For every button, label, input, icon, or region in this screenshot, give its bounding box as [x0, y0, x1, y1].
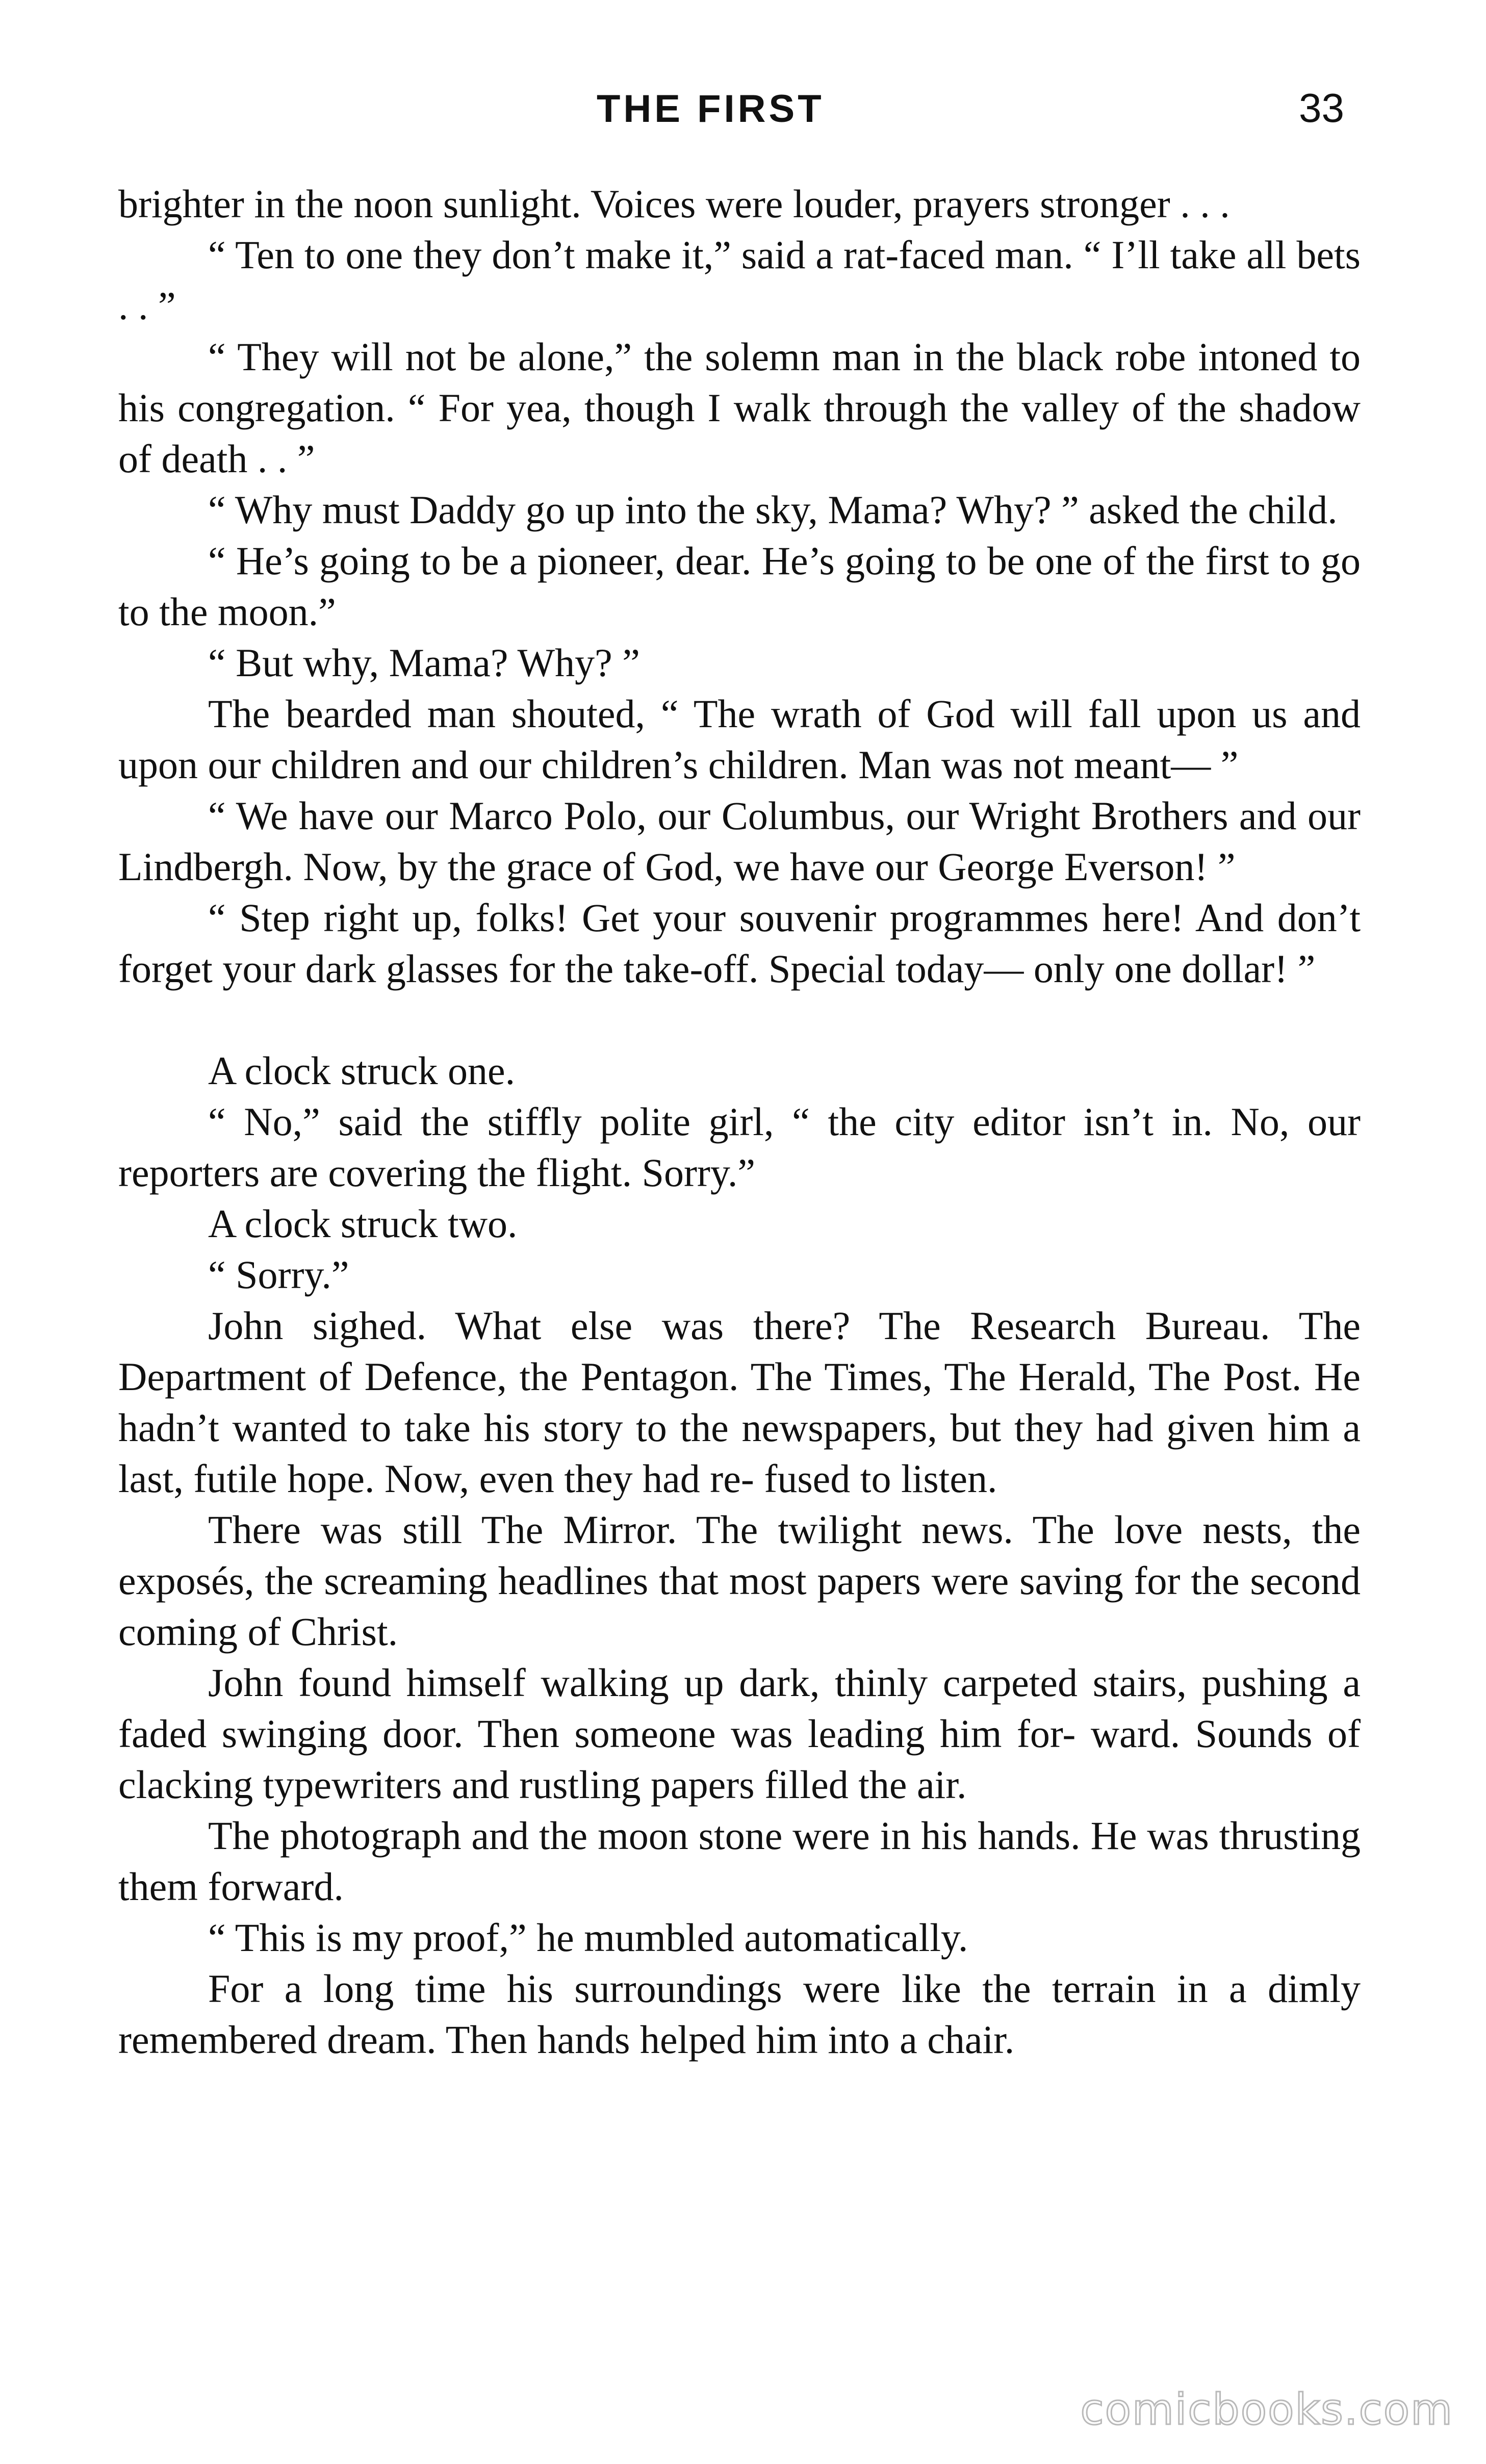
- paragraph: “ They will not be alone,” the solemn man in the black robe intoned to his congregation. “ For yea, though I walk through the valley of the shadow of death . . ”: [118, 335, 1361, 481]
- paragraph: “ Sorry.”: [208, 1252, 349, 1297]
- paragraph: There was still The Mirror. The twilight news. The love nests, the exposés, the screaming headlines that most papers were saving for the second coming of Christ.: [118, 1507, 1361, 1654]
- running-head: THE FIRST: [597, 87, 825, 131]
- paragraph: “ Ten to one they don’t make it,” said a rat-faced man. “ I’ll take all bets . . ”: [118, 233, 1361, 328]
- paragraph: A clock struck two.: [208, 1201, 518, 1246]
- paragraph: “ But why, Mama? Why? ”: [208, 640, 640, 685]
- paragraph: “ No,” said the stiffly polite girl, “ the city editor isn’t in. No, our reporters are covering the flight. Sorry.”: [118, 1099, 1361, 1195]
- paragraph: brighter in the noon sunlight. Voices were louder, prayers stronger . . .: [118, 182, 1230, 226]
- site-watermark: comicbooks.com: [1080, 2384, 1453, 2434]
- paragraph: The photograph and the moon stone were in his hands. He was thrusting them forward.: [118, 1813, 1361, 1909]
- body-text: [118, 178, 1361, 2065]
- paragraph: A clock struck one.: [208, 1048, 516, 1093]
- page-number: 33: [1299, 85, 1344, 131]
- paragraph: The bearded man shouted, “ The wrath of God will fall upon us and upon our children and our children’s children. Man was not meant— ”: [118, 691, 1361, 787]
- paragraph: “ He’s going to be a pioneer, dear. He’s going to be one of the first to go to the moon.”: [118, 538, 1361, 634]
- paragraph: John sighed. What else was there? The Research Bureau. The Department of Defence, the Pentagon. The Times, The Herald, The Post. He hadn’t wanted to take his story to the newspapers, but they had given him a last, futile hope. Now, even they had re- fused to listen.: [118, 1303, 1361, 1501]
- paragraph: John found himself walking up dark, thinly carpeted stairs, pushing a faded swinging door. Then someone was leading him for- ward. Sounds of clacking typewriters and rustling papers filled the air.: [118, 1660, 1361, 1807]
- paragraph: “ Why must Daddy go up into the sky, Mama? Why? ” asked the child.: [208, 487, 1338, 532]
- paragraph: For a long time his surroundings were like the terrain in a dimly remembered dream. Then hands helped him into a chair.: [118, 1966, 1361, 2062]
- paragraph: “ Step right up, folks! Get your souvenir programmes here! And don’t forget your dark glasses for the take-off. Special today— only one dollar! ”: [118, 895, 1361, 991]
- paragraph: “ This is my proof,” he mumbled automatically.: [208, 1915, 968, 1960]
- paragraph: “ We have our Marco Polo, our Columbus, our Wright Brothers and our Lindbergh. Now, by the grace of God, we have our George Everson! ”: [118, 793, 1361, 889]
